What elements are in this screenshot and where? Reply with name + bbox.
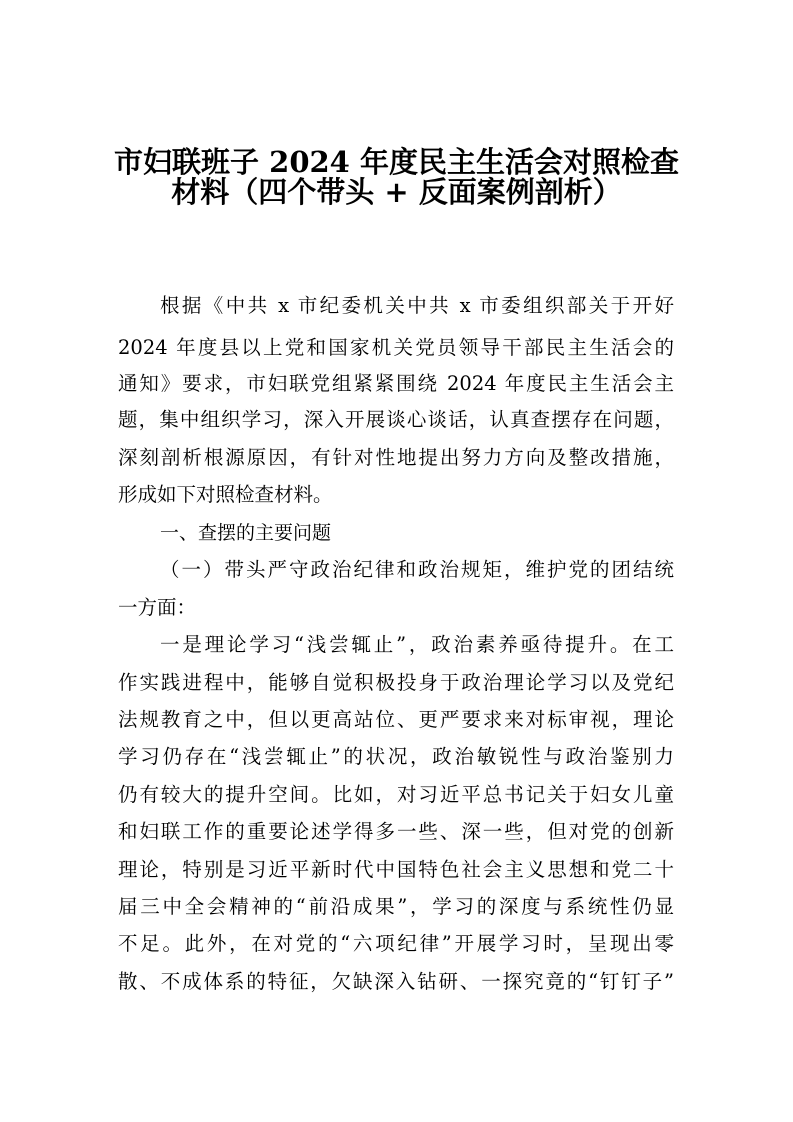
intro-line-5: 深刻剖析根源原因，有针对性地提出努力方向及整改措施， bbox=[118, 446, 674, 469]
paragraph-line-8: 届三中全会精神的“前沿成果”，学习的深度与系统性仍显 bbox=[118, 895, 674, 918]
paragraph-line-7: 理论，特别是习近平新时代中国特色社会主义思想和党二十 bbox=[118, 858, 674, 881]
paragraph-line-6: 和妇联工作的重要论述学得多一些、深一些，但对党的创新 bbox=[118, 820, 674, 843]
subsection-line-1: （一）带头严守政治纪律和政治规矩，维护党的团结统 bbox=[160, 558, 674, 581]
intro-line-4: 题，集中组织学习，深入开展谈心谈话，认真查摆存在问题， bbox=[118, 408, 674, 431]
intro-line-6: 形成如下对照检查材料。 bbox=[118, 483, 333, 506]
intro-line-3: 通知》要求，市妇联党组紧紧围绕 2024 年度民主生活会主 bbox=[118, 372, 674, 395]
intro-line-1: 根据《中共 x 市纪委机关中共 x 市委组织部关于开好 bbox=[160, 294, 674, 317]
paragraph-line-5: 仍有较大的提升空间。比如，对习近平总书记关于妇女儿童 bbox=[118, 783, 674, 806]
document-title-line-1: 市妇联班子 2024 年度民主生活会对照检查 bbox=[114, 145, 679, 179]
paragraph-line-2: 作实践进程中，能够自觉积极投身于政治理论学习以及党纪 bbox=[118, 671, 674, 694]
subsection-line-2: 一方面： bbox=[118, 596, 197, 619]
paragraph-line-10: 散、不成体系的特征，欠缺深入钻研、一探究竟的“钉钉子” bbox=[118, 970, 674, 993]
paragraph-line-9: 不足。此外，在对党的“六项纪律”开展学习时，呈现出零 bbox=[118, 932, 674, 955]
paragraph-line-1: 一是理论学习“浅尝辄止”，政治素养亟待提升。在工 bbox=[160, 633, 674, 656]
section-heading: 一、查摆的主要问题 bbox=[160, 522, 332, 544]
intro-line-2: 2024 年度县以上党和国家机关党员领导干部民主生活会的 bbox=[118, 336, 674, 359]
paragraph-line-4: 学习仍存在“浅尝辄止”的状况，政治敏锐性与政治鉴别力 bbox=[118, 745, 674, 768]
document-title-line-2: 材料（四个带头 + 反面案例剖析） bbox=[171, 175, 622, 209]
paragraph-line-3: 法规教育之中，但以更高站位、更严要求来对标审视，理论 bbox=[118, 708, 674, 731]
